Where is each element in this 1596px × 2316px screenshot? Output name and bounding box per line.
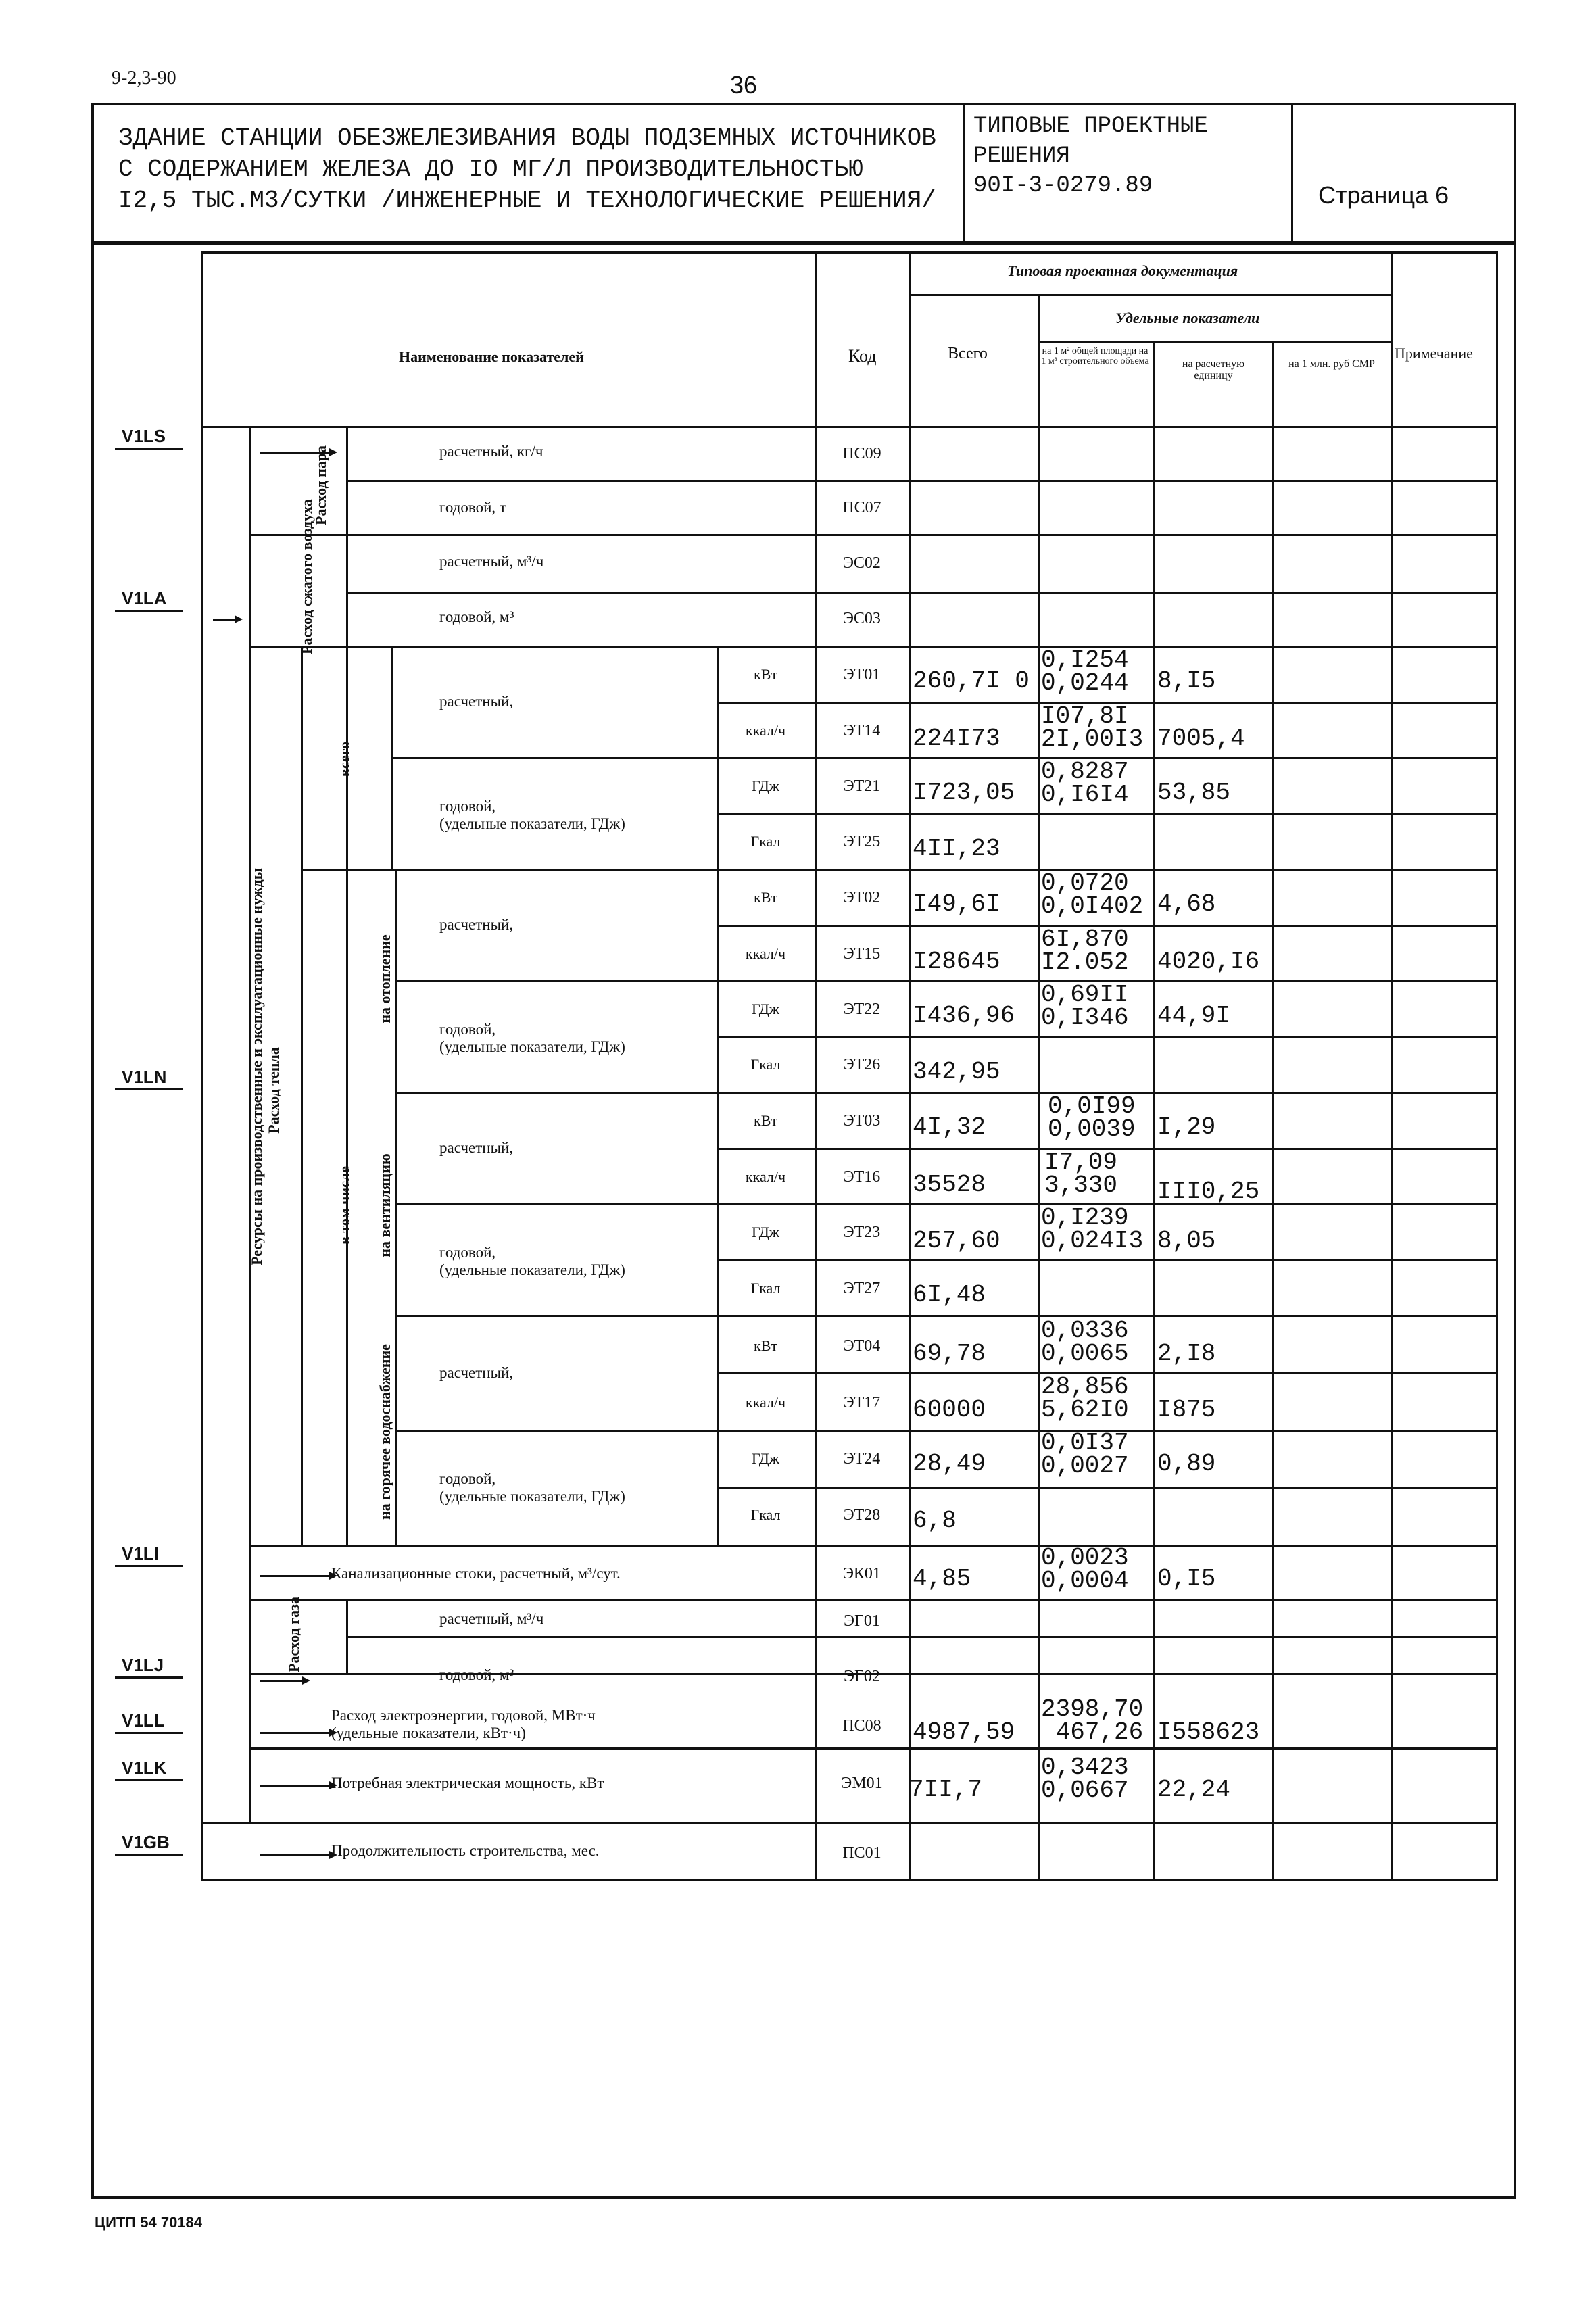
row-code: ЭТ25 bbox=[843, 833, 881, 850]
row-unit: ккал/ч bbox=[745, 1168, 786, 1185]
row-total: 342,95 bbox=[913, 1058, 1000, 1086]
row-unit-val: 2,I8 bbox=[1157, 1340, 1216, 1368]
type-line-1: ТИПОВЫЕ ПРОЕКТНЫЕ bbox=[973, 114, 1208, 139]
row-area: 0,0I37 0,0027 bbox=[1041, 1429, 1129, 1480]
row-area: I07,8I 2I,00I3 bbox=[1041, 702, 1144, 753]
arrow-air bbox=[213, 619, 240, 621]
row-unit-val: 44,9I bbox=[1157, 1002, 1231, 1030]
row-total: 224I73 bbox=[913, 725, 1000, 752]
row-label: Канализационные стоки, расчетный, м³/сут. bbox=[331, 1565, 621, 1582]
row-code: ЭК01 bbox=[843, 1565, 881, 1583]
row-code: ПС09 bbox=[842, 445, 881, 462]
row-unit-val: 7005,4 bbox=[1157, 725, 1245, 752]
row-code: ЭТ02 bbox=[843, 889, 881, 907]
row-label: Расход электроэнергии, годовой, МВт·ч (удельные показатели, кВт·ч) bbox=[331, 1707, 596, 1741]
row-code: ЭТ16 bbox=[843, 1168, 881, 1186]
row-unit: кВт bbox=[754, 1112, 777, 1129]
row-unit: Гкал bbox=[750, 833, 781, 850]
row-label: годовой, т bbox=[439, 499, 506, 516]
side-label-v1la: V1LA bbox=[122, 588, 167, 608]
row-unit: ккал/ч bbox=[745, 1394, 786, 1411]
row-code: ЭТ24 bbox=[843, 1450, 881, 1468]
type-line-3: 90I-3-0279.89 bbox=[973, 173, 1153, 199]
row-total: I28645 bbox=[913, 948, 1000, 975]
row-total: 4II,23 bbox=[913, 835, 1000, 863]
title-line-2: С СОДЕРЖАНИЕМ ЖЕЛЕЗА ДО IO МГ/Л ПРОИЗВОДИТЕЛЬНОСТЬЮ bbox=[118, 155, 863, 183]
title-line-3: I2,5 ТЫС.М3/СУТКИ /ИНЖЕНЕРНЫЕ И ТЕХНОЛОГИЧЕСКИЕ РЕШЕНИЯ/ bbox=[118, 187, 936, 214]
row-unit: ккал/ч bbox=[745, 722, 786, 739]
row-area: 0,0720 0,0I402 bbox=[1041, 869, 1144, 920]
side-label-v1li: V1LI bbox=[122, 1543, 159, 1564]
title-line-1: ЗДАНИЕ СТАНЦИИ ОБЕЗЖЕЛЕЗИВАНИЯ ВОДЫ ПОДЗЕМНЫХ ИСТОЧНИКОВ bbox=[118, 124, 936, 152]
row-label: расчетный, bbox=[439, 1139, 514, 1156]
row-code: ЭТ03 bbox=[843, 1112, 881, 1130]
row-total: I436,96 bbox=[913, 1002, 1015, 1030]
group-heat: Расход тепла bbox=[265, 1047, 282, 1134]
row-unit-val: 4020,I6 bbox=[1157, 948, 1260, 975]
row-unit: ккал/ч bbox=[745, 945, 786, 962]
row-code: ПС01 bbox=[842, 1844, 881, 1862]
side-label-v1ls: V1LS bbox=[122, 426, 166, 446]
page-label: Страница 6 bbox=[1318, 181, 1449, 209]
row-unit-val: 4,68 bbox=[1157, 890, 1216, 918]
row-total: 35528 bbox=[913, 1171, 986, 1199]
row-total: 4I,32 bbox=[913, 1113, 986, 1141]
row-unit-val: I875 bbox=[1157, 1396, 1216, 1424]
row-code: ПС08 bbox=[842, 1717, 881, 1735]
row-code: ЭТ17 bbox=[843, 1394, 881, 1412]
group-hot-water: на горячее водоснабжение bbox=[377, 1344, 393, 1520]
row-unit: ГДж bbox=[752, 1450, 779, 1467]
row-unit: кВт bbox=[754, 1337, 777, 1354]
row-area: 0,3423 0,0667 bbox=[1041, 1754, 1129, 1804]
row-label: годовой, (удельные показатели, ГДж) bbox=[439, 1470, 625, 1505]
row-label: годовой, м³ bbox=[439, 608, 514, 625]
row-label: расчетный, bbox=[439, 693, 514, 710]
row-label: расчетный, м³/ч bbox=[439, 1610, 544, 1627]
row-total: 7II,7 bbox=[909, 1776, 983, 1804]
row-unit-val: 53,85 bbox=[1157, 779, 1231, 806]
row-total: 4,85 bbox=[913, 1565, 971, 1593]
row-area: 0,I254 0,0244 bbox=[1041, 646, 1129, 697]
group-gas: Расход газа bbox=[285, 1597, 302, 1672]
series-code: 9-2,3-90 bbox=[112, 68, 176, 89]
header-doc-group: Типовая проектная документация bbox=[1007, 262, 1238, 279]
row-unit-val: 8,I5 bbox=[1157, 667, 1216, 695]
row-total: 257,60 bbox=[913, 1227, 1000, 1255]
row-code: ЭГ02 bbox=[844, 1668, 880, 1685]
row-unit: кВт bbox=[754, 666, 777, 683]
row-code: ПС07 bbox=[842, 499, 881, 516]
row-unit: ГДж bbox=[752, 1000, 779, 1017]
row-code: ЭТ01 bbox=[843, 666, 881, 683]
row-label: расчетный, bbox=[439, 916, 514, 933]
row-area: 2398,70 467,26 bbox=[1041, 1695, 1144, 1746]
row-unit: ГДж bbox=[752, 1224, 779, 1240]
row-unit: кВт bbox=[754, 889, 777, 906]
row-area: 0,8287 0,I6I4 bbox=[1041, 758, 1129, 809]
row-code: ЭМ01 bbox=[841, 1775, 883, 1792]
row-total: 6,8 bbox=[913, 1507, 957, 1535]
row-total: 260,7I 0 bbox=[913, 667, 1030, 695]
row-code: ЭТ14 bbox=[843, 722, 881, 740]
row-label: Потребная электрическая мощность, кВт bbox=[331, 1775, 604, 1791]
header-specific: Удельные показатели bbox=[1115, 310, 1260, 327]
row-total: 60000 bbox=[913, 1396, 986, 1424]
row-area: 6I,870 I2.052 bbox=[1041, 925, 1129, 976]
row-label: годовой, (удельные показатели, ГДж) bbox=[439, 1021, 625, 1055]
row-unit-val: 22,24 bbox=[1157, 1776, 1231, 1804]
row-area: 0,0023 0,0004 bbox=[1041, 1544, 1129, 1595]
group-resources: Ресурсы на производственные и эксплуатационные нужды bbox=[248, 868, 265, 1265]
row-code: ЭТ04 bbox=[843, 1337, 881, 1355]
row-total: I723,05 bbox=[913, 779, 1015, 806]
row-unit: Гкал bbox=[750, 1280, 781, 1297]
row-total: 69,78 bbox=[913, 1340, 986, 1368]
row-unit: ГДж bbox=[752, 777, 779, 794]
row-label: годовой, м³ bbox=[439, 1666, 514, 1683]
arrow-duration bbox=[260, 1854, 335, 1856]
type-line-2: РЕШЕНИЯ bbox=[973, 143, 1070, 169]
row-area: 0,0336 0,0065 bbox=[1041, 1317, 1129, 1368]
type-text bbox=[973, 112, 1208, 201]
row-area: 0,I239 0,024I3 bbox=[1041, 1204, 1144, 1255]
header-name: Наименование показателей bbox=[399, 348, 584, 365]
row-code: ЭТ21 bbox=[843, 777, 881, 795]
row-area: 0,69II 0,I346 bbox=[1041, 981, 1129, 1032]
side-label-v1lk: V1LK bbox=[122, 1758, 167, 1778]
row-area: 0,0I99 0,0039 bbox=[1048, 1092, 1136, 1143]
row-code: ЭТ15 bbox=[843, 945, 881, 963]
row-code: ЭТ27 bbox=[843, 1280, 881, 1297]
group-heating: на отопление bbox=[377, 934, 393, 1023]
row-label: расчетный, кг/ч bbox=[439, 443, 543, 460]
row-code: ЭТ28 bbox=[843, 1506, 881, 1524]
group-incl: в том числе bbox=[336, 1166, 353, 1245]
group-steam: Расход пара bbox=[312, 445, 329, 525]
title-text bbox=[118, 123, 936, 216]
group-total: всего bbox=[336, 741, 353, 777]
arrow-electricity bbox=[260, 1732, 335, 1734]
header-per-unit: на расчетную единицу bbox=[1182, 358, 1245, 381]
header-note: Примечание bbox=[1395, 345, 1473, 362]
row-code: ЭС03 bbox=[843, 610, 881, 627]
header-per-mln: на 1 млн. руб СМР bbox=[1288, 358, 1375, 370]
row-total: 6I,48 bbox=[913, 1281, 986, 1309]
group-ventilation: на вентиляцию bbox=[377, 1153, 393, 1257]
row-label: Продолжительность строительства, мес. bbox=[331, 1842, 600, 1859]
page-number: 36 bbox=[730, 71, 758, 99]
side-label-v1gb: V1GB bbox=[122, 1832, 170, 1852]
row-total: 4987,59 bbox=[913, 1718, 1015, 1746]
header-total: Всего bbox=[948, 345, 988, 362]
row-total: I49,6I bbox=[913, 890, 1000, 918]
row-label: годовой, (удельные показатели, ГДж) bbox=[439, 1244, 625, 1278]
row-code: ЭТ23 bbox=[843, 1224, 881, 1241]
side-label-v1lj: V1LJ bbox=[122, 1655, 164, 1675]
row-unit-val: I558623 bbox=[1157, 1718, 1260, 1746]
header-per-area: на 1 м² общей площади на 1 м³ строительного объема bbox=[1041, 346, 1149, 366]
row-label: расчетный, bbox=[439, 1364, 514, 1381]
row-unit-val: I,29 bbox=[1157, 1113, 1216, 1141]
row-code: ЭГ01 bbox=[844, 1612, 880, 1630]
row-code: ЭТ26 bbox=[843, 1056, 881, 1073]
row-label: расчетный, м³/ч bbox=[439, 553, 544, 570]
row-unit-val: III0,25 bbox=[1157, 1178, 1260, 1205]
row-label: годовой, (удельные показатели, ГДж) bbox=[439, 798, 625, 832]
row-code: ЭТ22 bbox=[843, 1000, 881, 1018]
row-unit-val: 8,05 bbox=[1157, 1227, 1216, 1255]
row-code: ЭС02 bbox=[843, 554, 881, 572]
side-label-v1ll: V1LL bbox=[122, 1710, 165, 1731]
side-label-v1ln: V1LN bbox=[122, 1067, 167, 1087]
stamp: ЦИТП 54 70184 bbox=[95, 2214, 203, 2231]
header-code: Код bbox=[848, 346, 877, 366]
arrow-power bbox=[260, 1785, 335, 1787]
row-area: 28,856 5,62I0 bbox=[1041, 1373, 1129, 1424]
group-air: Расход сжатого воздуха bbox=[298, 499, 315, 654]
row-total: 28,49 bbox=[913, 1450, 986, 1478]
row-unit-val: 0,I5 bbox=[1157, 1565, 1216, 1593]
row-unit: Гкал bbox=[750, 1056, 781, 1073]
row-unit: Гкал bbox=[750, 1506, 781, 1523]
row-unit-val: 0,89 bbox=[1157, 1450, 1216, 1478]
row-area: I7,09 3,330 bbox=[1044, 1149, 1118, 1199]
